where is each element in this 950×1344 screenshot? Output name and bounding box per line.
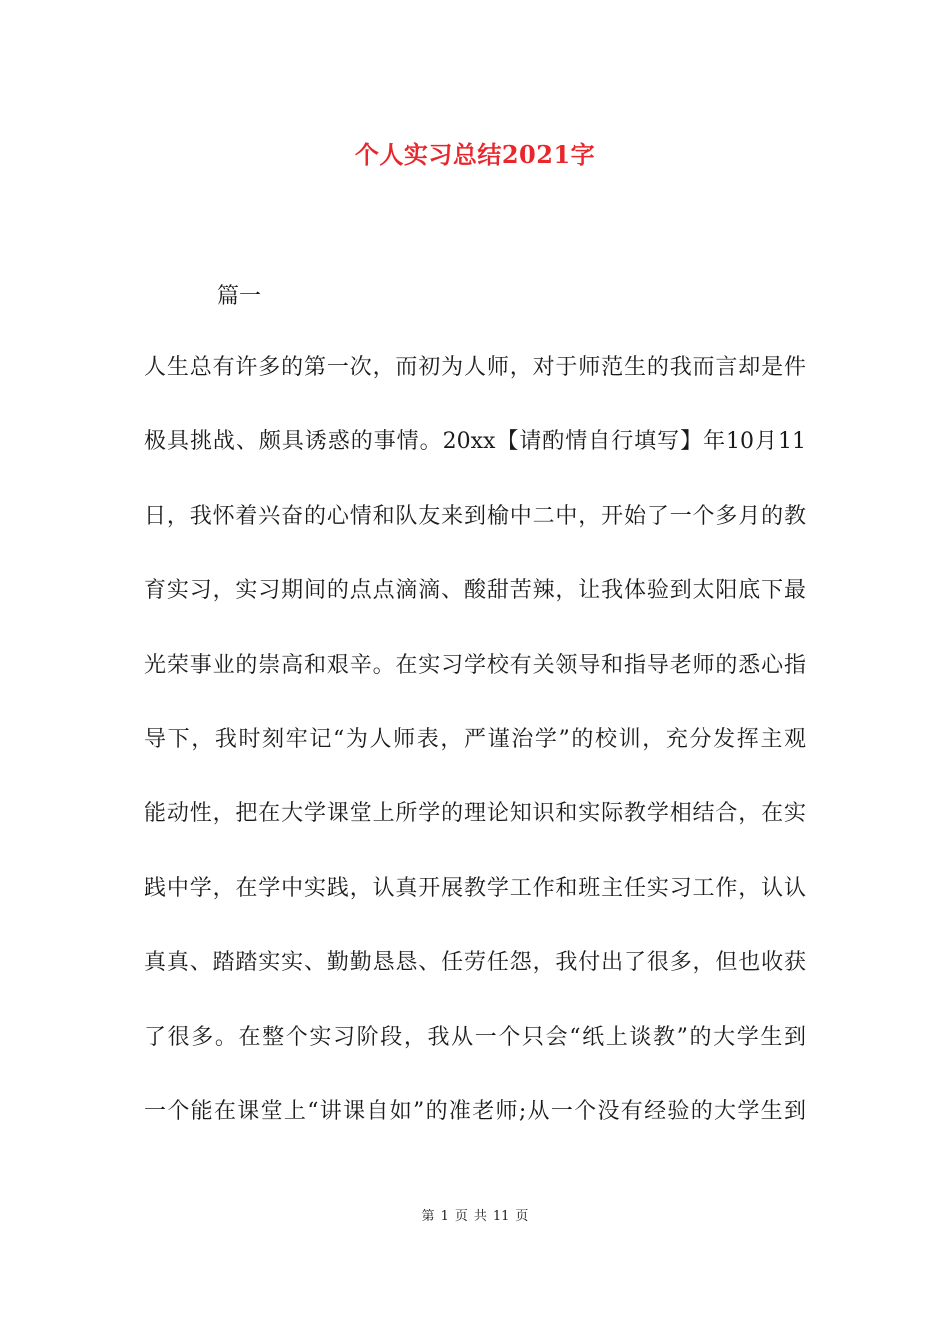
- footer-label-total-unit: 页: [515, 1209, 529, 1224]
- text-line: 真真、踏踏实实、勤勤恳恳、任劳任怨，我付出了很多，但也收获: [144, 950, 806, 976]
- text-line: 光荣事业的崇高和艰辛。在实习学校有关领导和指导老师的悉心指: [144, 652, 806, 678]
- text-line: 一个能在课堂上“讲课自如”的准老师;从一个没有经验的大学生到: [144, 1098, 806, 1124]
- text-line: 极具挑战、颇具诱惑的事情。20xx【请酌情自行填写】年10月11: [144, 429, 806, 455]
- text-line: 践中学，在学中实践，认真开展教学工作和班主任实习工作，认认: [144, 875, 806, 901]
- total-pages-number: 11: [492, 1209, 510, 1224]
- body-text: [144, 348, 814, 1166]
- text-line: 导下，我时刻牢记“为人师表，严谨治学”的校训，充分发挥主观: [144, 726, 806, 752]
- text-line: 人生总有许多的第一次，而初为人师，对于师范生的我而言却是件: [144, 355, 806, 380]
- text-line: 能动性，把在大学课堂上所学的理论知识和实际教学相结合，在实: [144, 801, 806, 827]
- text-line: 育实习，实习期间的点点滴滴、酸甜苦辣，让我体验到太阳底下最: [144, 578, 806, 604]
- footer-label-total: 共: [473, 1209, 487, 1224]
- current-page-number: 1: [440, 1209, 449, 1224]
- text-line: 日，我怀着兴奋的心情和队友来到榆中二中，开始了一个多月的教: [144, 503, 806, 529]
- text-line: 了很多。在整个实习阶段，我从一个只会“纸上谈教”的大学生到: [144, 1024, 806, 1050]
- page-footer: [0, 1207, 950, 1227]
- document-title: 个人实习总结2021字: [354, 140, 596, 169]
- section-heading: 篇一: [217, 284, 262, 309]
- footer-label-page-unit: 页: [454, 1209, 468, 1224]
- footer-label-page: 第: [421, 1209, 435, 1224]
